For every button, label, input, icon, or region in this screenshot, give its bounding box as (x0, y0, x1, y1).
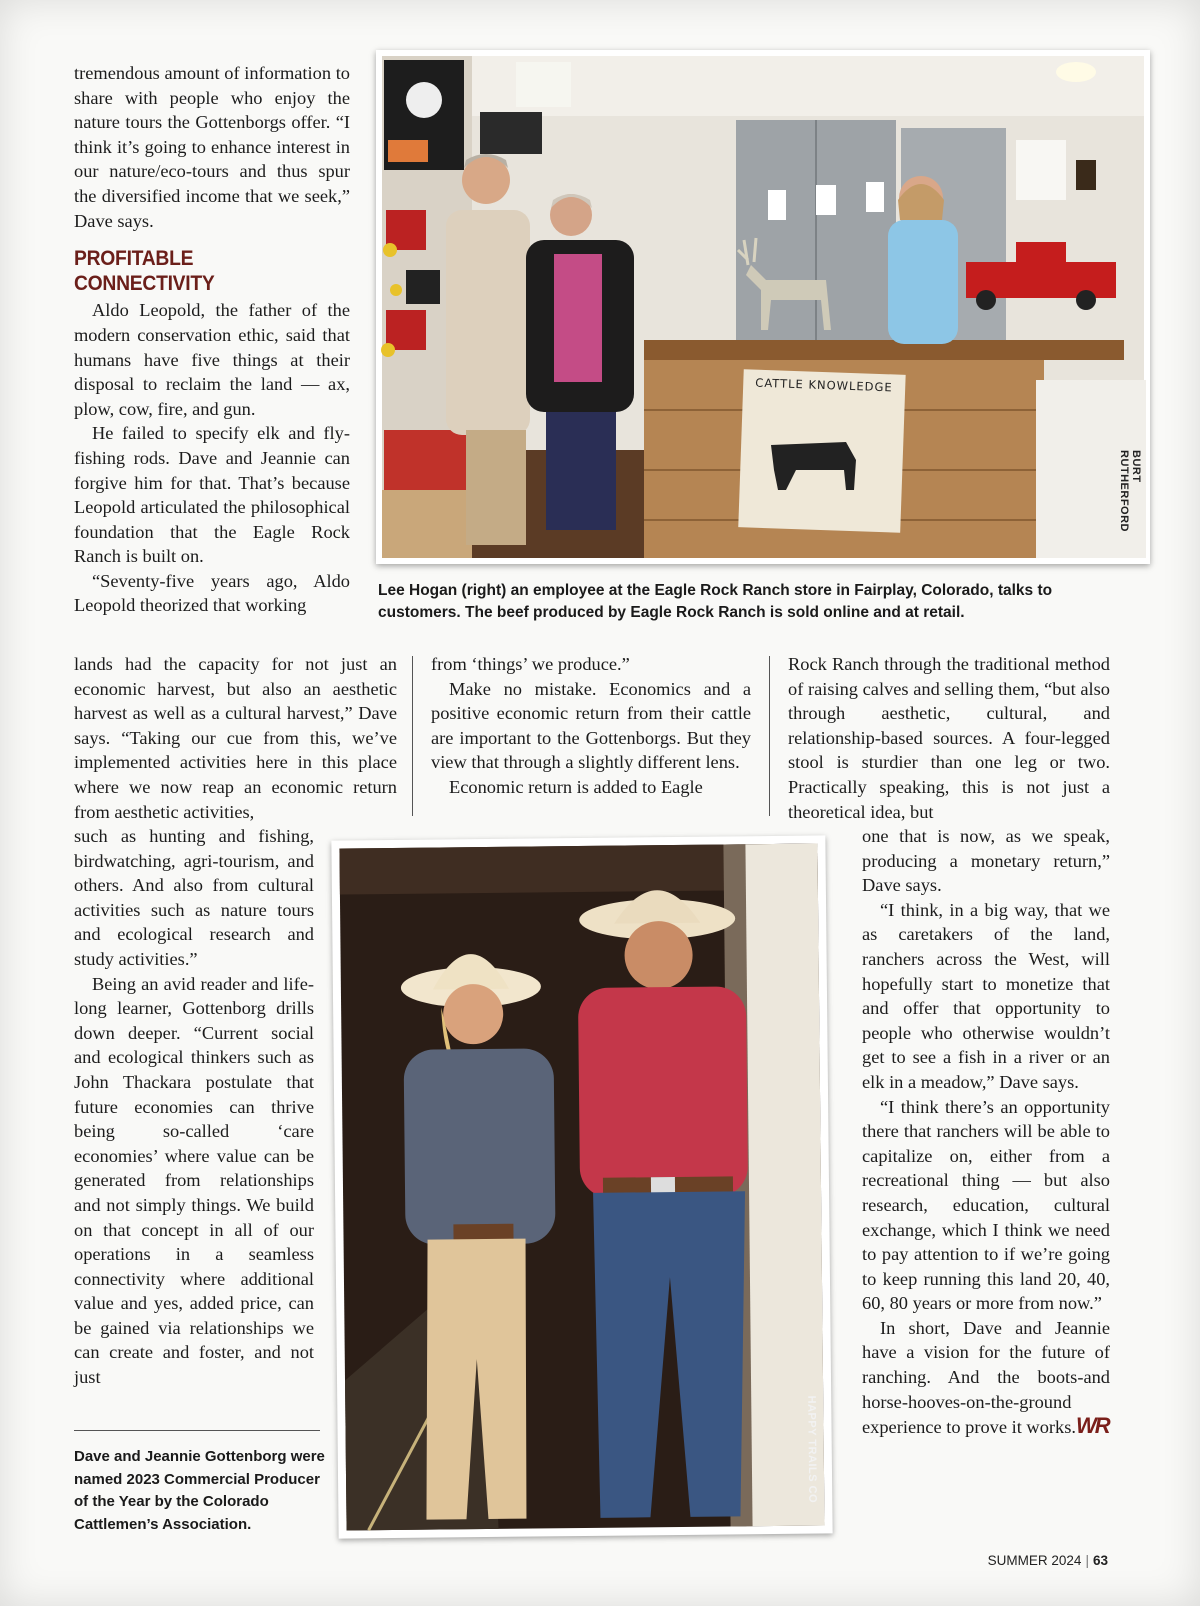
paragraph: Being an avid reader and life-long learner, Gottenborg drills down deeper. “Current social and ecological thinkers such as John Thackara postulate that future economies can thrive being so-called ‘care economies’ where value can be generated from relationships and not simply things. We build on that concept in all of our operations in a seamless connectivity where additional value and yes, added price, can be gained via relationships we can create and foster, and not just (74, 973, 314, 1388)
photo-1-credit: BURT RUTHERFORD (1118, 450, 1142, 532)
footer-separator: | (1085, 1553, 1089, 1568)
paragraph: one that is now, as we speak, producing a monetary return,” Dave says. (862, 826, 1110, 896)
paragraph: “I think there’s an opportunity there that ranchers will be able to capitalize on, either from a recreational thing — but also research, education, cultural exchange, which I think we need to pay attention to if we’re going to keep running this land 20, 40, 60, 80 years or more from now.” (862, 1096, 1110, 1314)
paragraph (862, 1316, 1110, 1440)
paragraph: from ‘things’ we produce.” (431, 654, 630, 674)
photo-2-credit: HAPPY TRAILS CO (805, 1395, 819, 1504)
column-1-top (74, 61, 350, 618)
paragraph: “I think, in a big way, that we as caretakers of the land, ranchers across the West, will hopefully start to monetize that and offer that opportunity to people who otherwise wouldn’t get to see a fish in a river or an elk in a meadow,” Dave says. (862, 899, 1110, 1092)
paragraph: such as hunting and fishing, birdwatching, agri-tourism, and others. And also from cultural activities such as nature tours and ecological research and study activities.” (74, 826, 314, 969)
column-3-bottom (862, 824, 1110, 1440)
paragraph: Rock Ranch through the traditional method of raising calves and selling them, “but also through aesthetic, cultural, and relationship-based sources. A four-legged stool is sturdier than one leg or two. Practically speaking, this is not just a theoretical idea, but (788, 654, 1110, 822)
caption-rule (74, 1430, 320, 1431)
paragraph: tremendous amount of information to share with people who enjoy the nature tours the Gottenborgs offer. “I think it’s going to enhance interest in our nature/eco-tours and thus spur the diversified income that we seek,” Dave says. (74, 63, 350, 231)
poster-title: CATTLE KNOWLEDGE (755, 375, 893, 395)
paragraph: “Seventy-five years ago, Aldo Leopold theorized that working (74, 570, 350, 616)
paragraph: Make no mistake. Economics and a positive economic return from their cattle are important to the Gottenborgs. But they view that through a slightly different lens. (431, 678, 751, 773)
page-number: 63 (1092, 1553, 1108, 1568)
paragraph: lands had the capacity for not just an economic harvest, but also an aesthetic harvest as well as a cultural harvest,” Dave says. “Taking our cue from this, we’ve implemented activities here in this place where we now reap an economic return from aesthetic activities, (74, 654, 397, 822)
end-mark-logo: WR (1075, 1413, 1109, 1439)
section-heading: PROFITABLE CONNECTIVITY (74, 247, 215, 295)
column-1-wide (74, 652, 397, 824)
store-photo-illustration (376, 50, 1150, 564)
column-divider (769, 656, 770, 816)
column-divider (412, 656, 413, 816)
paragraph: Economic return is added to Eagle (449, 776, 703, 797)
photo-store-interior (376, 50, 1150, 564)
issue-label: SUMMER 2024 (987, 1553, 1082, 1568)
photo-1-caption: Lee Hogan (right) an employee at the Eagle Rock Ranch store in Fairplay, Colorado, talks to customers. The beef produced by Eagle Rock Ranch is sold online and at retail. (378, 582, 1053, 621)
closing-text: In short, Dave and Jeannie have a vision for the future of ranching. And the boots-and horse-hooves-on-the-ground experience to prove it works. (862, 1317, 1110, 1438)
paragraph: Aldo Leopold, the father of the modern conservation ethic, said that humans have five things at their disposal to reclaim the land — ax, plow, cow, fire, and gun. (74, 300, 350, 419)
photo-couple-portrait (331, 835, 832, 1538)
photo-2-caption: Dave and Jeannie Gottenborg were named 2023 Commercial Producer of the Year by the Colorado Cattlemen’s Association. (74, 1448, 325, 1533)
page-footer (988, 1553, 1108, 1568)
column-2 (431, 652, 751, 800)
column-1-narrow (74, 824, 314, 1390)
couple-photo-illustration (331, 835, 832, 1538)
paragraph: He failed to specify elk and fly-fishing rods. Dave and Jeannie can forgive him for that. That’s because Leopold articulated the philosophical foundation that the Eagle Rock Ranch is built on. (74, 423, 350, 567)
column-3-top (788, 652, 1110, 824)
